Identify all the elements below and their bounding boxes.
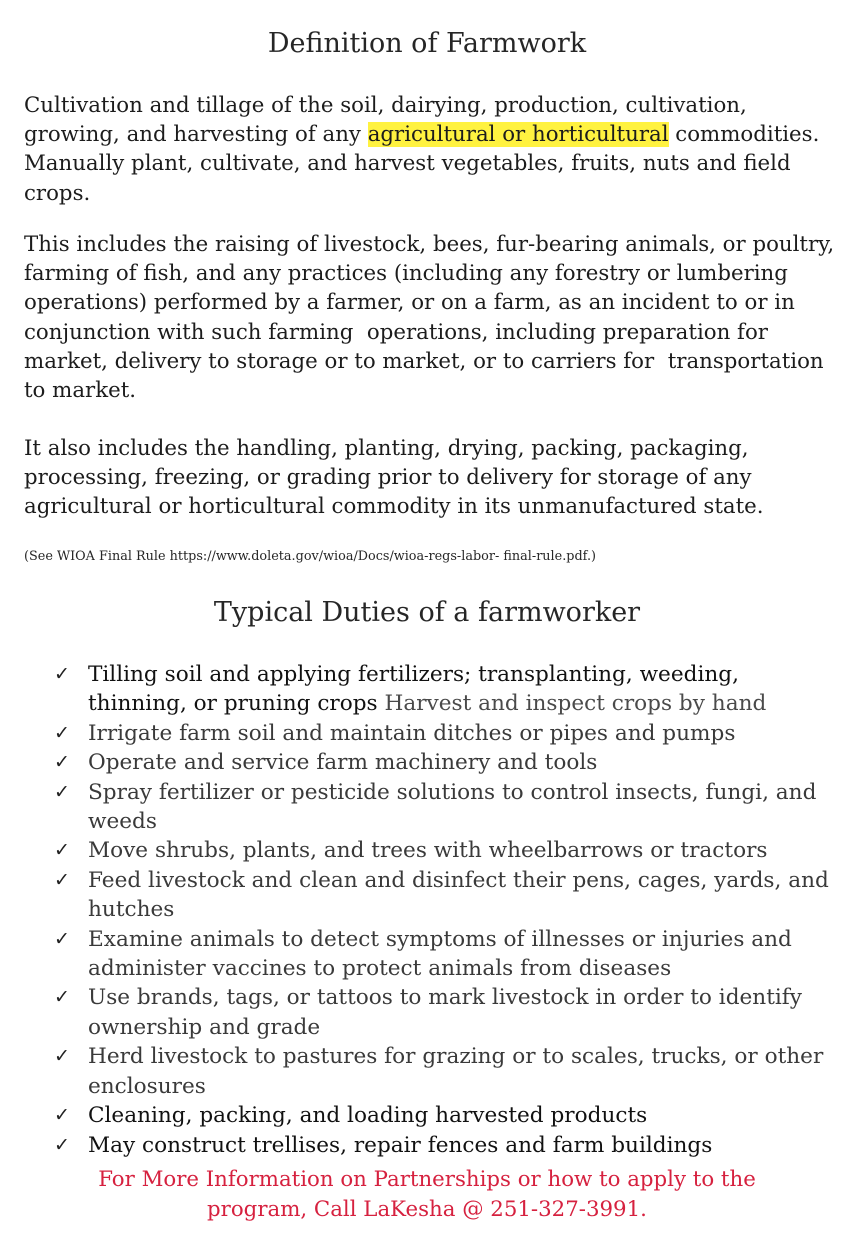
duty-item <box>54 836 844 865</box>
checkmark-icon: ✓ <box>54 780 70 803</box>
duty-text: Herd livestock to pastures for grazing or to scales, trucks, or other enclosures <box>88 1044 824 1099</box>
definition-paragraph-1 <box>24 91 844 208</box>
p1-text-before: Cultivation and tillage of the soil, dairying, production, cultivation, growing, and harvesting of any <box>24 93 747 148</box>
contact-line-1: For More Information on Partnerships or how to apply to the <box>98 1167 756 1192</box>
checkmark-icon: ✓ <box>54 663 70 685</box>
duties-title: Typical Duties of a farmworker <box>213 597 641 628</box>
p1-text-after: commodities. Manually plant, cultivate, and harvest vegetables, fruits, nuts and field crops. <box>24 122 820 206</box>
duties-list <box>54 660 844 1160</box>
duty-text: May construct trellises, repair fences and farm buildings <box>88 1132 713 1158</box>
duty-text: Examine animals to detect symptoms of illnesses or injuries and administer vaccines to protect animals from diseases <box>88 926 792 982</box>
checkmark-icon: ✓ <box>54 721 70 744</box>
checkmark-icon: ✓ <box>54 1045 70 1068</box>
checkmark-icon: ✓ <box>54 1104 70 1127</box>
checkmark-icon: ✓ <box>54 839 70 862</box>
contact-line-2: program, Call LaKesha @ 251-327-3991. <box>207 1196 647 1222</box>
definition-paragraph-3: It also includes the handling, planting, drying, packing, packaging, processing, freezing, or grading prior to delivery for storage of any agricultural or horticultural commodity in its unmanufactured state. <box>24 436 764 520</box>
checkmark-icon: ✓ <box>54 1133 70 1156</box>
checkmark-icon: ✓ <box>54 751 70 774</box>
citation-note: (See WIOA Final Rule https://www.doleta.gov/wioa/Docs/wioa-regs-labor- final-rule.pdf.) <box>24 549 597 564</box>
duty-text: Irrigate farm soil and maintain ditches or pipes and pumps <box>88 720 736 746</box>
duty-text: Tilling soil and applying fertilizers; transplanting, weeding, thinning, or pruning crops <box>88 662 739 717</box>
duty-item <box>54 719 844 748</box>
duty-item <box>54 1131 844 1160</box>
checkmark-icon: ✓ <box>54 927 70 950</box>
duty-text: Move shrubs, plants, and trees with wheelbarrows or tractors <box>88 838 768 864</box>
duty-item <box>54 1101 844 1130</box>
duty-text: Spray fertilizer or pesticide solutions to control insects, fungi, and weeds <box>88 779 817 835</box>
duty-item <box>54 983 844 1042</box>
duty-item <box>54 778 844 837</box>
duty-item <box>54 866 844 925</box>
duty-text: Cleaning, packing, and loading harvested products <box>88 1103 648 1129</box>
duty-text: Operate and service farm machinery and tools <box>88 750 598 776</box>
definition-title: Definition of Farmwork <box>267 28 587 59</box>
contact-info <box>0 1165 854 1224</box>
duty-item <box>54 660 844 719</box>
duty-text: Feed livestock and clean and disinfect their pens, cages, yards, and hutches <box>88 867 829 923</box>
duty-item <box>54 1042 844 1101</box>
highlighted-phrase: agricultural or horticultural <box>367 122 669 148</box>
checkmark-icon: ✓ <box>54 868 70 891</box>
checkmark-icon: ✓ <box>54 986 70 1009</box>
definition-paragraph-2: This includes the raising of livestock, bees, fur-bearing animals, or poultry, farming of fish, and any practices (including any forestry or lumbering operations) performed by a farmer, or on a farm, as an incident to or in conjunction with such farming operations, including preparation for market, delivery to storage or to market, or to carriers for transportation to market. <box>24 232 841 404</box>
duty-item <box>54 748 844 777</box>
duty-text-extra: Harvest and inspect crops by hand <box>377 691 767 717</box>
duty-item <box>54 925 844 984</box>
duty-text: Use brands, tags, or tattoos to mark livestock in order to identify ownership and grade <box>88 985 802 1040</box>
